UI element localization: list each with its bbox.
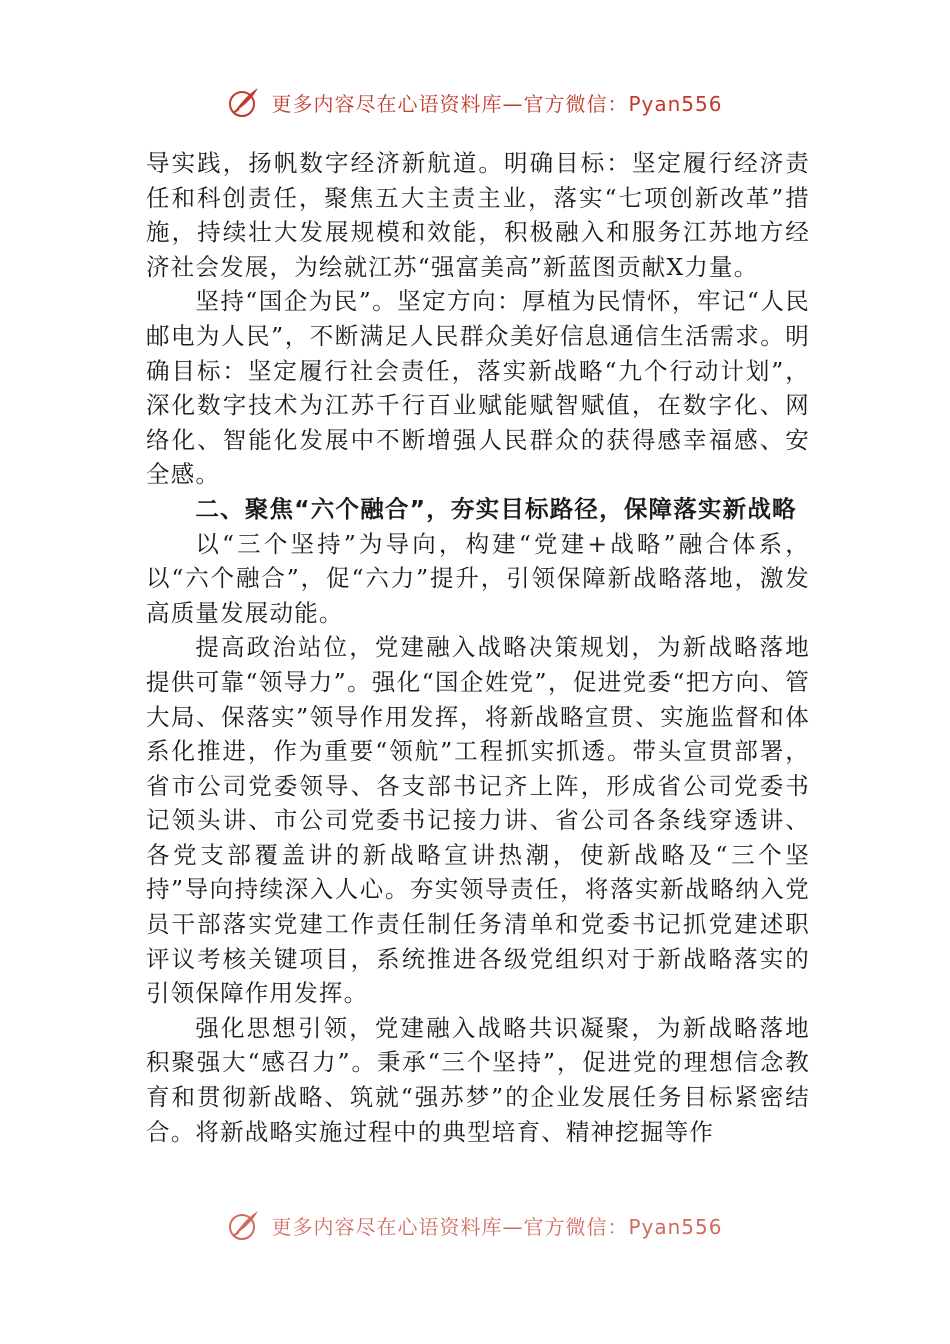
watermark-header: [0, 82, 950, 122]
quill-logo-icon: [227, 85, 261, 119]
paragraph-people-oriented: 坚持“国企为民”。坚定方向：厚植为民情怀，牢记“人民邮电为人民”，不断满足人民群众美好信息通信生活需求。明确目标：坚定履行社会责任，落实新战略“九个行动计划”，深化数字技术为江苏千行百业赋能赋智赋值，在数字化、网络化、智能化发展中不断增强人民群众的获得感幸福感、安全感。: [146, 287, 810, 489]
watermark-text: 更多内容尽在心语资料库—官方微信：Pyan556: [271, 1214, 723, 1239]
paragraph-intro: 以“三个坚持”为导向，构建“党建+战略”融合体系，以“六个融合”，促“六力”提升，引领保障新战略落地，激发高质量发展动能。: [146, 529, 810, 627]
section-heading: 二、聚焦“六个融合”，夯实目标路径，保障落实新战略: [195, 494, 797, 523]
quill-logo-icon: [227, 1208, 261, 1242]
watermark-text: 更多内容尽在心语资料库—官方微信：Pyan556: [271, 91, 723, 116]
paragraph-continuation: 导实践，扬帆数字经济新航道。明确目标：坚定履行经济责任和科创责任，聚焦五大主责主业，落实“七项创新改革”措施，持续壮大发展规模和效能，积极融入和服务江苏地方经济社会发展，为绘就江苏“强富美高”新蓝图贡献X力量。: [146, 149, 810, 281]
paragraph-ideology: 强化思想引领，党建融入战略共识凝聚，为新战略落地积聚强大“感召力”。秉承“三个坚持”，促进党的理想信念教育和贯彻新战略、筑就“强苏梦”的企业发展任务目标紧密结合。将新战略实施过程中的典型培育、精神挖掘等作: [146, 1013, 810, 1146]
document-body: [146, 146, 810, 1149]
watermark-footer: [0, 1205, 950, 1245]
paragraph-leadership: 提高政治站位，党建融入战略决策规划，为新战略落地提供可靠“领导力”。强化“国企姓党”，促进党委“把方向、管大局、保落实”领导作用发挥，将新战略宣贯、实施监督和体系化推进，作为重要“领航”工程抓实抓透。带头宣贯部署，省市公司党委领导、各支部书记齐上阵，形成省公司党委书记领头讲、市公司党委书记接力讲、省公司各条线穿透讲、各党支部覆盖讲的新战略宣讲热潮，使新战略及“三个坚持”导向持续深入人心。夯实领导责任，将落实新战略纳入党员干部落实党建工作责任制任务清单和党委书记抓党建述职评议考核关键项目，系统推进各级党组织对于新战略落实的引领保障作用发挥。: [146, 633, 810, 1008]
